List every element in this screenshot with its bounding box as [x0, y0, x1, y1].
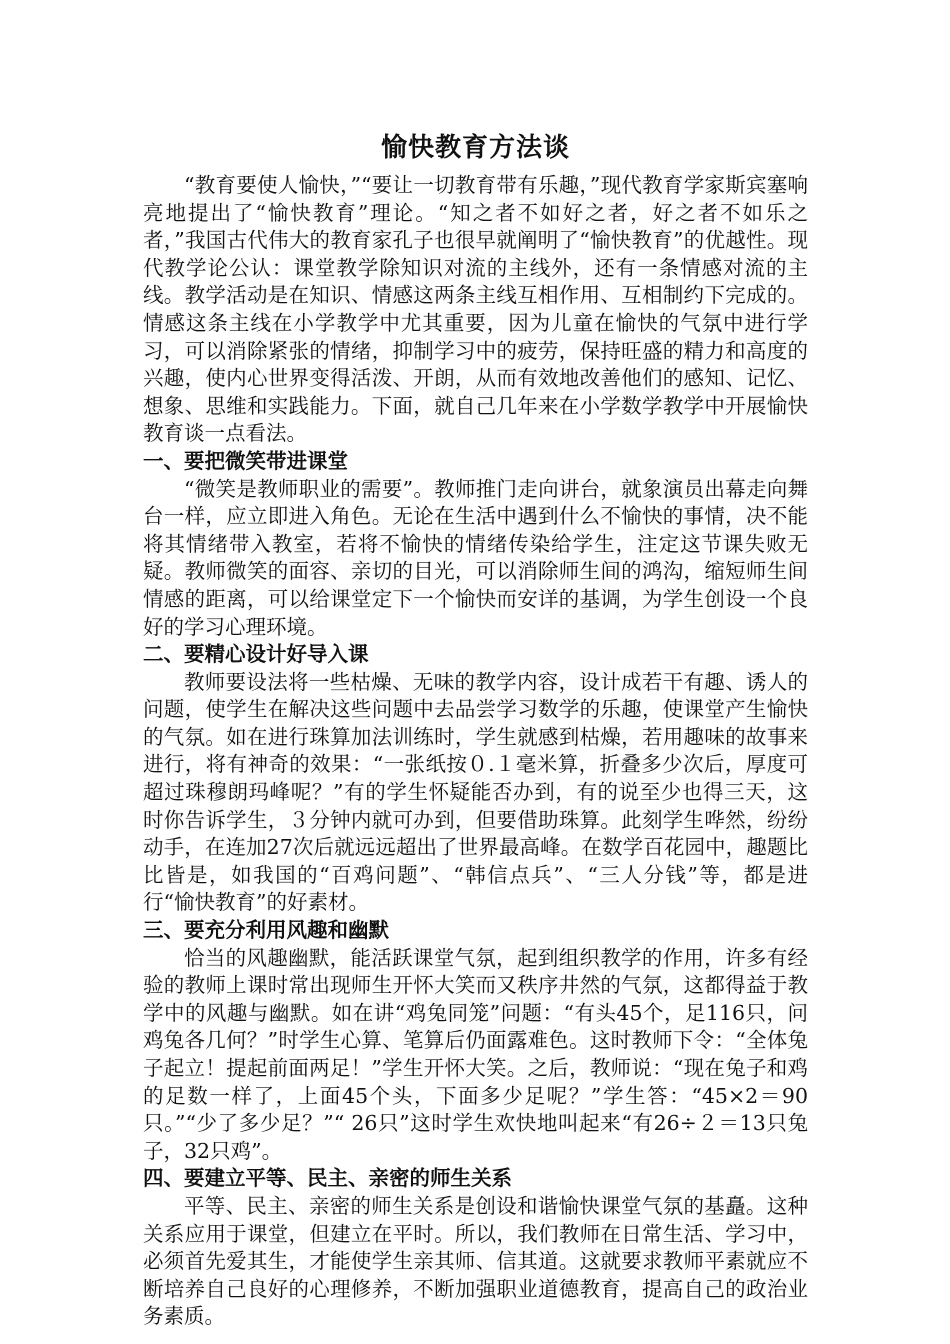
section-relationship: [143, 1165, 808, 1331]
section-body: 平等、民主、亲密的师生关系是创设和谐愉快课堂气氛的基矗。这种关系应用于课堂，但建立在平时。所以，我们教师在日常生活、学习中，必须首先爱其生，才能使学生亲其师、信其道。这就要求教师平素就应不断培养自己良好的心理修养，不断加强职业道德教育，提高自己的政治业务素质。: [143, 1193, 808, 1329]
section-body: “微笑是教师职业的需要”。教师推门走向讲台，就象演员出幕走向舞台一样，应立即进入角色。无论在生活中遇到什么不愉快的事情，决不能将其情绪带入教室，若将不愉快的情绪传染给学生，注定这节课失败无疑。教师微笑的面容、亲切的目光，可以消除师生间的鸿沟，缩短师生间情感的距离，可以给课堂定下一个愉快而安详的基调，为学生创设一个良好的学习心理环境。: [143, 476, 808, 639]
document-page: [143, 128, 808, 1331]
intro-paragraph: “教育要使人愉快，”“要让一切教育带有乐趣，”现代教育学家斯宾塞响亮地提出了“愉快教育”理论。“知之者不如好之者，好之者不如乐之者，”我国古代伟大的教育家孔子也很早就阐明了“愉快教育”的优越性。现代教学论公认：课堂教学除知识对流的主线外，还有一条情感对流的主线。教学活动是在知识、情感这两条主线互相作用、互相制约下完成的。情感这条主线在小学教学中尤其重要，因为儿童在愉快的气氛中进行学习，可以消除紧张的情绪，抑制学习中的疲劳，保持旺盛的精力和高度的兴趣，使内心世界变得活泼、开朗，从而有效地改善他们的感知、记忆、想象、思维和实践能力。下面，就自己几年来在小学数学教学中开展愉快教育谈一点看法。: [143, 173, 808, 446]
section-lesson-intro: [143, 641, 808, 917]
section-smile: [143, 448, 808, 641]
section-body: 恰当的风趣幽默，能活跃课堂气氛，起到组织教学的作用，许多有经验的教师上课时常出现师生开怀大笑而又秩序井然的气氛，这都得益于教学中的风趣与幽默。如在讲“鸡兔同笼”问题：“有头45个，足116只，问鸡兔各几何？”时学生心算、笔算后仍面露难色。这时教师下令：“全体兔子起立！提起前面两足！”学生开怀大笑。之后，教师说：“现在兔子和鸡的足数一样了，上面45个头，下面多少足呢？”学生答：“45×2＝90只。”“少了多少足？”“ 26只”这时学生欢快地叫起来“有26÷２＝13只兔子，32只鸡”。: [143, 945, 808, 1163]
section-humor: [143, 917, 808, 1165]
section-body: 教师要设法将一些枯燥、无味的教学内容，设计成若干有趣、诱人的问题，使学生在解决这些问题中去品尝学习数学的乐趣，使课堂产生愉快的气氛。如在进行珠算加法训练时，学生就感到枯燥，若用趣味的故事来进行，将有神奇的效果：“一张纸按０.１毫米算，折叠多少次后，厚度可超过珠穆朗玛峰呢？”有的学生怀疑能否办到，有的说至少也得三天，这时你告诉学生，３分钟内就可办到，但要借助珠算。此刻学生哗然，纷纷动手，在连加27次后就远远超出了世界最高峰。在数学百花园中，趣题比比皆是，如我国的“百鸡问题”、“韩信点兵”、“三人分钱”等，都是进行“愉快教育”的好素材。: [143, 669, 808, 915]
document-title: 愉快教育方法谈: [380, 133, 570, 163]
section-heading: 一、要把微笑带进课堂: [143, 448, 348, 473]
section-heading: 四、要建立平等、民主、亲密的师生关系: [143, 1166, 512, 1191]
section-heading: 二、要精心设计好导入课: [143, 642, 369, 667]
section-heading: 三、要充分利用风趣和幽默: [143, 918, 389, 943]
